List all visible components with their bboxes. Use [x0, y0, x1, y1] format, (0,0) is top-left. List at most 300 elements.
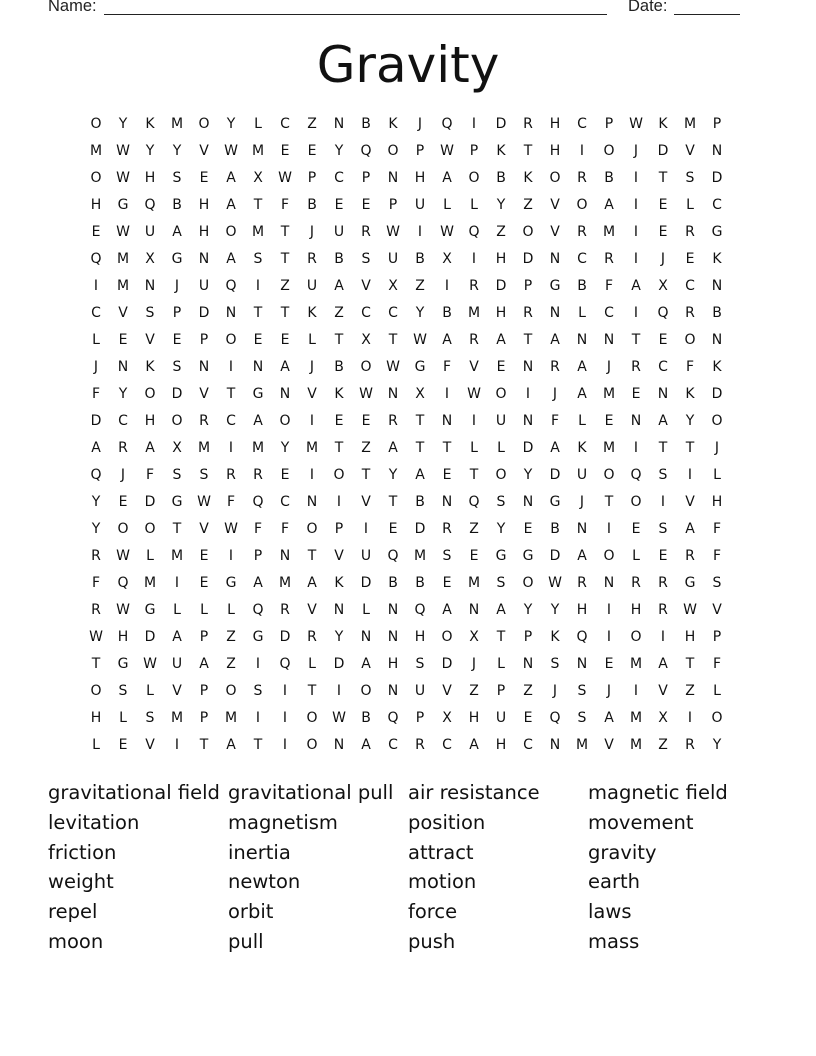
- grid-letter: M: [170, 710, 184, 726]
- grid-letter: L: [308, 332, 316, 348]
- grid-letter: U: [333, 224, 345, 240]
- grid-letter: N: [387, 602, 399, 618]
- grid-letter: I: [228, 440, 234, 456]
- grid-letter: Z: [226, 629, 236, 645]
- grid-letter: R: [658, 575, 668, 591]
- grid-letter: Q: [90, 251, 102, 267]
- grid-letter: V: [550, 224, 560, 240]
- grid-letter: N: [549, 251, 561, 267]
- grid-letter: Q: [441, 116, 453, 132]
- grid-letter: R: [307, 629, 317, 645]
- grid-letter: M: [467, 305, 481, 321]
- grid-letter: E: [658, 548, 668, 564]
- grid-letter: K: [712, 359, 722, 375]
- grid-letter: T: [685, 656, 695, 672]
- grid-letter: M: [629, 737, 643, 753]
- word-list-item: newton: [228, 870, 301, 894]
- word-list-item: weight: [48, 870, 114, 894]
- grid-letter: F: [712, 548, 722, 564]
- grid-letter: T: [388, 332, 398, 348]
- grid-letter: S: [685, 170, 695, 186]
- grid-letter: E: [442, 575, 452, 591]
- grid-letter: W: [440, 224, 454, 240]
- grid-letter: D: [414, 521, 426, 537]
- grid-letter: V: [469, 359, 479, 375]
- grid-letter: A: [442, 602, 452, 618]
- grid-letter: L: [443, 197, 451, 213]
- grid-letter: T: [415, 413, 425, 429]
- grid-letter: H: [144, 413, 156, 429]
- word-list-item: pull: [228, 930, 264, 953]
- grid-letter: P: [712, 116, 722, 132]
- grid-letter: E: [469, 548, 479, 564]
- grid-letter: O: [630, 494, 642, 510]
- grid-letter: R: [604, 251, 614, 267]
- grid-letter: P: [496, 683, 506, 699]
- grid-letter: H: [198, 197, 210, 213]
- grid-letter: R: [469, 278, 479, 294]
- grid-letter: S: [577, 710, 587, 726]
- grid-letter: K: [523, 170, 533, 186]
- grid-letter: S: [658, 467, 668, 483]
- word-list-item: inertia: [228, 840, 291, 864]
- grid-letter: O: [144, 386, 156, 402]
- grid-letter: O: [468, 170, 480, 186]
- grid-letter: K: [550, 629, 560, 645]
- grid-letter: C: [226, 413, 236, 429]
- grid-letter: H: [549, 116, 561, 132]
- grid-letter: X: [658, 278, 668, 294]
- word-list-item: laws: [588, 900, 632, 924]
- grid-letter: P: [604, 116, 614, 132]
- grid-letter: E: [604, 656, 614, 672]
- grid-letter: T: [334, 440, 344, 456]
- grid-letter: W: [359, 386, 373, 402]
- grid-letter: R: [685, 548, 695, 564]
- grid-letter: Q: [387, 710, 399, 726]
- grid-letter: I: [363, 521, 369, 537]
- grid-letter: L: [146, 683, 154, 699]
- grid-letter: N: [252, 359, 264, 375]
- grid-letter: D: [711, 386, 723, 402]
- grid-letter: M: [143, 575, 157, 591]
- grid-letter: Y: [118, 116, 128, 132]
- grid-letter: A: [442, 332, 452, 348]
- grid-letter: N: [576, 332, 588, 348]
- grid-letter: N: [333, 116, 345, 132]
- grid-letter: O: [495, 386, 507, 402]
- grid-letter: E: [604, 413, 614, 429]
- grid-letter: X: [145, 251, 155, 267]
- grid-letter: C: [685, 278, 695, 294]
- grid-letter: V: [685, 143, 695, 159]
- grid-letter: Y: [118, 386, 128, 402]
- word-list-item: moon: [48, 930, 104, 953]
- grid-letter: C: [442, 737, 452, 753]
- grid-letter: E: [334, 413, 344, 429]
- grid-letter: W: [116, 602, 130, 618]
- grid-letter: D: [522, 440, 534, 456]
- grid-letter: H: [630, 602, 642, 618]
- grid-letter: M: [278, 575, 292, 591]
- grid-letter: H: [117, 629, 129, 645]
- grid-letter: M: [224, 710, 238, 726]
- grid-letter: Y: [496, 197, 506, 213]
- grid-letter: O: [576, 197, 588, 213]
- grid-letter: O: [549, 170, 561, 186]
- grid-letter: V: [199, 143, 209, 159]
- grid-letter: V: [199, 386, 209, 402]
- grid-letter: H: [711, 494, 723, 510]
- grid-letter: R: [442, 521, 452, 537]
- grid-letter: A: [145, 440, 155, 456]
- grid-letter: F: [253, 521, 263, 537]
- grid-letter: O: [711, 710, 723, 726]
- grid-letter: O: [603, 467, 615, 483]
- grid-letter: O: [441, 629, 453, 645]
- grid-letter: Y: [226, 116, 236, 132]
- grid-letter: F: [550, 413, 560, 429]
- grid-letter: F: [91, 386, 101, 402]
- grid-letter: Z: [523, 683, 533, 699]
- date-label: Date:: [628, 0, 668, 15]
- grid-letter: O: [225, 224, 237, 240]
- grid-letter: E: [91, 224, 101, 240]
- grid-letter: J: [714, 440, 720, 456]
- grid-letter: B: [361, 116, 371, 132]
- grid-letter: D: [333, 656, 345, 672]
- grid-letter: A: [226, 197, 236, 213]
- grid-letter: I: [525, 386, 531, 402]
- grid-letter: A: [307, 575, 317, 591]
- grid-letter: R: [685, 305, 695, 321]
- grid-letter: W: [224, 521, 238, 537]
- grid-letter: Z: [496, 224, 506, 240]
- grid-letter: P: [199, 710, 209, 726]
- grid-letter: C: [388, 737, 398, 753]
- grid-letter: F: [226, 494, 236, 510]
- grid-letter: G: [171, 251, 183, 267]
- grid-letter: E: [199, 548, 209, 564]
- grid-letter: C: [658, 359, 668, 375]
- grid-letter: A: [577, 548, 587, 564]
- grid-letter: F: [145, 467, 155, 483]
- grid-letter: R: [118, 440, 128, 456]
- grid-letter: E: [172, 332, 182, 348]
- grid-letter: L: [227, 602, 235, 618]
- grid-letter: O: [198, 116, 210, 132]
- grid-letter: F: [442, 359, 452, 375]
- word-list-item: levitation: [48, 810, 140, 834]
- grid-letter: M: [89, 143, 103, 159]
- word-list-item: orbit: [228, 900, 274, 924]
- grid-letter: Y: [712, 737, 722, 753]
- grid-letter: D: [90, 413, 102, 429]
- grid-letter: T: [334, 332, 344, 348]
- grid-letter: I: [336, 494, 342, 510]
- grid-letter: A: [577, 359, 587, 375]
- grid-letter: N: [360, 629, 372, 645]
- grid-letter: N: [387, 170, 399, 186]
- grid-letter: E: [280, 332, 290, 348]
- grid-letter: I: [282, 683, 288, 699]
- grid-letter: K: [712, 251, 722, 267]
- grid-letter: T: [658, 440, 668, 456]
- word-list-item: gravity: [588, 840, 657, 864]
- grid-letter: H: [495, 251, 507, 267]
- grid-letter: M: [116, 278, 130, 294]
- grid-letter: O: [522, 224, 534, 240]
- grid-letter: T: [91, 656, 101, 672]
- grid-letter: K: [145, 116, 155, 132]
- grid-letter: Y: [91, 494, 101, 510]
- grid-letter: G: [252, 629, 264, 645]
- grid-letter: B: [712, 305, 722, 321]
- grid-letter: Y: [523, 467, 533, 483]
- grid-letter: U: [414, 683, 426, 699]
- grid-letter: Z: [361, 440, 371, 456]
- grid-letter: O: [333, 467, 345, 483]
- grid-letter: J: [606, 683, 612, 699]
- grid-letter: N: [711, 332, 723, 348]
- grid-letter: E: [523, 710, 533, 726]
- grid-letter: R: [253, 467, 263, 483]
- grid-letter: P: [415, 710, 425, 726]
- grid-letter: C: [361, 305, 371, 321]
- grid-letter: T: [658, 170, 668, 186]
- grid-letter: W: [467, 386, 481, 402]
- grid-letter: I: [417, 224, 423, 240]
- grid-letter: G: [225, 575, 237, 591]
- grid-letter: A: [658, 656, 668, 672]
- grid-letter: D: [711, 170, 723, 186]
- grid-letter: G: [117, 197, 129, 213]
- grid-letter: E: [388, 521, 398, 537]
- grid-letter: R: [685, 224, 695, 240]
- grid-letter: Y: [415, 305, 425, 321]
- grid-letter: N: [387, 386, 399, 402]
- grid-letter: Q: [576, 629, 588, 645]
- grid-letter: Q: [360, 143, 372, 159]
- grid-letter: E: [118, 494, 128, 510]
- grid-letter: B: [604, 170, 614, 186]
- grid-letter: E: [496, 359, 506, 375]
- grid-letter: Y: [91, 521, 101, 537]
- grid-letter: A: [172, 224, 182, 240]
- grid-letter: M: [575, 737, 589, 753]
- grid-letter: L: [119, 710, 127, 726]
- grid-letter: R: [631, 359, 641, 375]
- grid-letter: E: [631, 521, 641, 537]
- grid-letter: X: [442, 710, 452, 726]
- grid-letter: U: [171, 656, 183, 672]
- grid-letter: A: [280, 359, 290, 375]
- grid-letter: N: [549, 737, 561, 753]
- grid-letter: M: [170, 548, 184, 564]
- grid-letter: K: [145, 359, 155, 375]
- grid-letter: P: [307, 170, 317, 186]
- grid-letter: R: [577, 575, 587, 591]
- grid-letter: M: [683, 116, 697, 132]
- grid-letter: I: [471, 413, 477, 429]
- grid-letter: R: [199, 413, 209, 429]
- grid-letter: I: [255, 656, 261, 672]
- grid-letter: A: [226, 170, 236, 186]
- grid-letter: E: [118, 737, 128, 753]
- grid-letter: D: [549, 548, 561, 564]
- grid-letter: T: [523, 143, 533, 159]
- grid-letter: T: [199, 737, 209, 753]
- grid-letter: A: [685, 521, 695, 537]
- grid-letter: H: [90, 710, 102, 726]
- grid-letter: D: [657, 143, 669, 159]
- grid-letter: X: [469, 629, 479, 645]
- grid-letter: J: [633, 143, 639, 159]
- grid-letter: F: [280, 521, 290, 537]
- grid-letter: I: [606, 521, 612, 537]
- grid-letter: N: [522, 413, 534, 429]
- grid-letter: E: [658, 197, 668, 213]
- grid-letter: R: [388, 413, 398, 429]
- grid-letter: A: [550, 332, 560, 348]
- grid-letter: D: [495, 278, 507, 294]
- grid-letter: I: [633, 224, 639, 240]
- grid-letter: I: [606, 602, 612, 618]
- grid-letter: F: [685, 359, 695, 375]
- grid-letter: P: [361, 170, 371, 186]
- grid-letter: A: [496, 602, 506, 618]
- grid-letter: K: [307, 305, 317, 321]
- grid-letter: D: [144, 494, 156, 510]
- grid-letter: Q: [387, 548, 399, 564]
- grid-letter: I: [633, 305, 639, 321]
- grid-letter: S: [172, 170, 182, 186]
- grid-letter: A: [442, 170, 452, 186]
- grid-letter: O: [306, 710, 318, 726]
- grid-letter: M: [602, 440, 616, 456]
- grid-letter: N: [117, 359, 129, 375]
- grid-letter: L: [470, 197, 478, 213]
- grid-letter: O: [711, 413, 723, 429]
- word-list-item: push: [408, 930, 456, 953]
- grid-letter: Q: [549, 710, 561, 726]
- grid-letter: E: [361, 197, 371, 213]
- grid-letter: U: [495, 413, 507, 429]
- grid-letter: I: [174, 737, 180, 753]
- grid-letter: W: [683, 602, 697, 618]
- grid-letter: Q: [414, 602, 426, 618]
- grid-letter: T: [631, 332, 641, 348]
- grid-letter: P: [199, 332, 209, 348]
- grid-letter: R: [280, 602, 290, 618]
- grid-letter: Z: [280, 278, 290, 294]
- grid-letter: E: [334, 197, 344, 213]
- grid-letter: V: [361, 494, 371, 510]
- grid-letter: P: [199, 629, 209, 645]
- grid-letter: L: [470, 440, 478, 456]
- grid-letter: K: [577, 440, 587, 456]
- grid-letter: D: [279, 629, 291, 645]
- grid-letter: M: [251, 224, 265, 240]
- grid-letter: L: [173, 602, 181, 618]
- grid-letter: Z: [658, 737, 668, 753]
- grid-letter: E: [523, 521, 533, 537]
- word-list-item: friction: [48, 840, 117, 864]
- grid-letter: I: [444, 278, 450, 294]
- grid-letter: A: [604, 710, 614, 726]
- grid-letter: S: [550, 656, 560, 672]
- grid-letter: R: [523, 116, 533, 132]
- page-title: Gravity: [316, 36, 500, 94]
- grid-letter: J: [417, 116, 423, 132]
- grid-letter: K: [496, 143, 506, 159]
- grid-letter: A: [253, 413, 263, 429]
- grid-letter: Y: [685, 413, 695, 429]
- grid-letter: H: [684, 629, 696, 645]
- grid-letter: N: [522, 656, 534, 672]
- grid-letter: V: [307, 386, 317, 402]
- grid-letter: R: [226, 467, 236, 483]
- grid-letter: B: [334, 251, 344, 267]
- grid-letter: N: [441, 494, 453, 510]
- grid-letter: Y: [172, 143, 182, 159]
- grid-letter: F: [91, 575, 101, 591]
- grid-letter: T: [307, 548, 317, 564]
- grid-letter: W: [386, 359, 400, 375]
- grid-letter: W: [143, 656, 157, 672]
- grid-letter: S: [118, 683, 128, 699]
- grid-letter: E: [658, 332, 668, 348]
- grid-letter: B: [496, 170, 506, 186]
- grid-letter: L: [362, 602, 370, 618]
- grid-letter: Z: [307, 116, 317, 132]
- grid-letter: P: [523, 629, 533, 645]
- grid-letter: H: [414, 629, 426, 645]
- grid-letter: U: [576, 467, 588, 483]
- grid-letter: L: [578, 413, 586, 429]
- grid-letter: N: [441, 413, 453, 429]
- grid-letter: V: [118, 305, 128, 321]
- grid-letter: R: [631, 575, 641, 591]
- grid-letter: S: [253, 251, 263, 267]
- grid-letter: M: [116, 251, 130, 267]
- grid-letter: M: [629, 710, 643, 726]
- grid-letter: P: [415, 143, 425, 159]
- grid-letter: I: [336, 683, 342, 699]
- grid-letter: J: [93, 359, 99, 375]
- grid-letter: L: [92, 332, 100, 348]
- word-list-item: repel: [48, 900, 98, 924]
- grid-letter: R: [685, 737, 695, 753]
- grid-letter: U: [360, 548, 372, 564]
- grid-letter: A: [91, 440, 101, 456]
- grid-letter: S: [415, 656, 425, 672]
- grid-letter: S: [172, 359, 182, 375]
- grid-letter: W: [548, 575, 562, 591]
- grid-letter: J: [471, 656, 477, 672]
- grid-letter: B: [172, 197, 182, 213]
- grid-letter: G: [684, 575, 696, 591]
- grid-letter: J: [552, 683, 558, 699]
- grid-letter: I: [309, 467, 315, 483]
- grid-letter: A: [415, 467, 425, 483]
- grid-letter: T: [280, 251, 290, 267]
- grid-letter: L: [497, 656, 505, 672]
- grid-letter: O: [90, 170, 102, 186]
- grid-letter: P: [388, 197, 398, 213]
- grid-letter: P: [253, 548, 263, 564]
- grid-letter: G: [414, 359, 426, 375]
